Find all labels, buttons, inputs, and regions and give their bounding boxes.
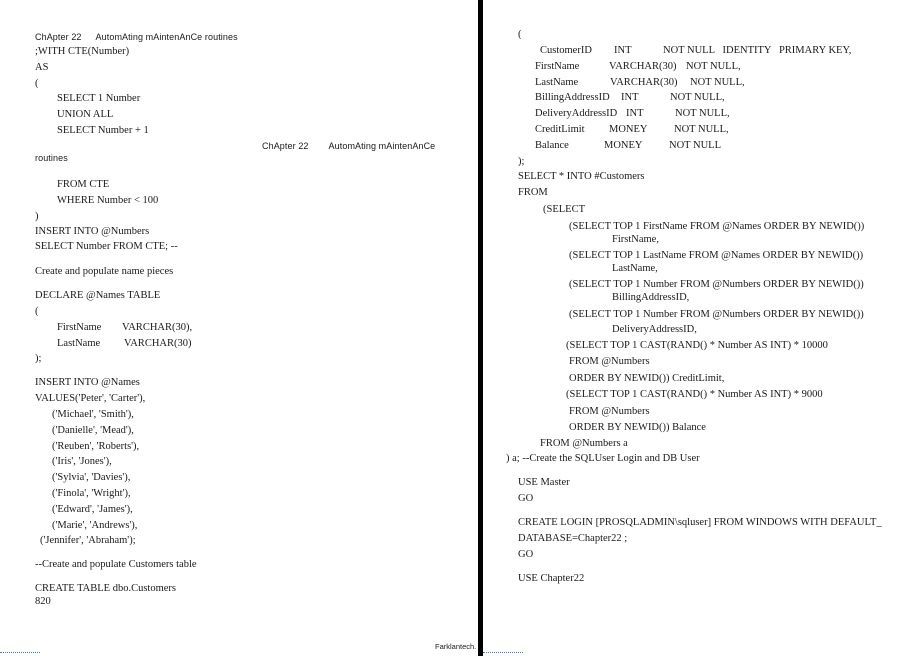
code-line: DECLARE @Names TABLE: [35, 290, 161, 301]
code-line: FROM @Numbers a: [540, 438, 628, 449]
column-type: MONEY: [604, 140, 643, 151]
code-line: );: [518, 156, 525, 167]
code-line: UNION ALL: [57, 109, 114, 120]
subquery-alias: FirstName,: [612, 234, 659, 245]
name-value: ('Edward', 'James'),: [52, 504, 133, 515]
name-value: ('Michael', 'Smith'),: [52, 409, 134, 420]
code-line: AS: [35, 62, 49, 73]
code-line: SELECT * INTO #Customers: [518, 171, 645, 182]
name-value: ('Marie', 'Andrews'),: [52, 520, 138, 531]
code-line: SELECT Number FROM CTE; --: [35, 241, 178, 252]
code-line: CREATE LOGIN [PROSQLADMIN\sqluser] FROM WINDOWS WITH DEFAULT_: [518, 517, 882, 528]
column-type: MONEY: [609, 124, 648, 135]
code-line: INSERT INTO @Numbers: [35, 226, 150, 237]
column-name: LastName: [535, 77, 579, 88]
code-line: FROM: [518, 187, 548, 198]
code-line: ) a; --Create the SQLUser Login and DB User: [506, 453, 700, 464]
page-number: 820: [35, 596, 51, 607]
subquery-alias: LastName,: [612, 263, 658, 274]
subquery: (SELECT TOP 1 Number FROM @Numbers ORDER BY NEWID()): [569, 279, 864, 290]
mid-running-head-chapter: ChApter 22: [262, 141, 309, 151]
code-line: ORDER BY NEWID()) Balance: [569, 422, 706, 433]
name-value: ('Sylvia', 'Davies'),: [52, 472, 131, 483]
code-line: FROM @Numbers: [569, 406, 650, 417]
column-name: LastName: [57, 338, 101, 349]
code-line: SELECT Number + 1: [57, 125, 149, 136]
code-line: VALUES('Peter', 'Carter'),: [35, 393, 146, 404]
code-line: USE Master: [518, 477, 570, 488]
code-line: (: [35, 306, 39, 317]
name-value: ('Finola', 'Wright'),: [52, 488, 131, 499]
subquery: (SELECT TOP 1 FirstName FROM @Names ORDER BY NEWID()): [569, 221, 865, 232]
right-page: [483, 0, 918, 656]
column-constraint: NOT NULL,: [686, 61, 741, 72]
name-value: ('Danielle', 'Mead'),: [52, 425, 134, 436]
subquery: (SELECT TOP 1 Number FROM @Numbers ORDER BY NEWID()): [569, 309, 864, 320]
code-line: ): [35, 211, 39, 222]
column-name: DeliveryAddressID: [535, 108, 618, 119]
code-comment: --Create and populate Customers table: [35, 559, 197, 570]
column-name: CustomerID: [540, 45, 592, 56]
column-name: FirstName: [535, 61, 580, 72]
column-constraint: NOT NULL IDENTITY PRIMARY KEY,: [663, 45, 852, 56]
code-line: FROM @Numbers: [569, 356, 650, 367]
column-type: VARCHAR(30): [610, 77, 678, 88]
code-line: GO: [518, 549, 534, 560]
mid-running-head: [262, 140, 435, 153]
subquery: (SELECT TOP 1 LastName FROM @Names ORDER BY NEWID()): [569, 250, 864, 261]
running-head: [35, 31, 238, 44]
code-line: USE Chapter22: [518, 573, 585, 584]
code-line: ;WITH CTE(Number): [35, 46, 130, 57]
column-name: BillingAddressID: [535, 92, 610, 103]
code-line: (SELECT: [543, 204, 585, 215]
subquery-alias: DeliveryAddressID,: [612, 324, 697, 335]
column-constraint: NOT NULL,: [675, 108, 730, 119]
mid-running-head-title: AutomAting mAintenAnCe: [328, 141, 436, 151]
code-line: DATABASE=Chapter22 ;: [518, 533, 628, 544]
column-constraint: NOT NULL,: [674, 124, 729, 135]
code-comment: Create and populate name pieces: [35, 266, 174, 277]
running-head-chapter: ChApter 22: [35, 32, 82, 42]
code-line: (SELECT TOP 1 CAST(RAND() * Number AS INT) * 9000: [566, 389, 823, 400]
code-line: ORDER BY NEWID()) CreditLimit,: [569, 373, 725, 384]
name-value: ('Reuben', 'Roberts'),: [52, 441, 140, 452]
column-type: VARCHAR(30): [124, 338, 192, 349]
footer-dotted-rule: [0, 652, 40, 653]
column-type: VARCHAR(30): [609, 61, 677, 72]
column-type: INT: [626, 108, 644, 119]
column-type: INT: [614, 45, 632, 56]
code-line: FROM CTE: [57, 179, 110, 190]
code-line: (: [518, 29, 522, 40]
column-name: Balance: [535, 140, 569, 151]
footer-dotted-rule: [483, 652, 523, 653]
column-type: INT: [621, 92, 639, 103]
code-line: GO: [518, 493, 534, 504]
column-name: CreditLimit: [535, 124, 585, 135]
name-value: ('Jennifer', 'Abraham');: [40, 535, 136, 546]
code-line: CREATE TABLE dbo.Customers: [35, 583, 177, 594]
code-line: );: [35, 353, 42, 364]
column-constraint: NOT NULL,: [690, 77, 745, 88]
name-value: ('Iris', 'Jones'),: [52, 456, 112, 467]
code-line: (: [35, 78, 39, 89]
subquery-alias: BillingAddressID,: [612, 292, 690, 303]
column-type: VARCHAR(30),: [122, 322, 193, 333]
code-line: INSERT INTO @Names: [35, 377, 140, 388]
footer-credit: Farklantech.: [435, 642, 477, 651]
running-head-title: AutomAting mAintenAnCe routines: [95, 32, 238, 42]
mid-running-head-continuation: routines: [35, 153, 68, 163]
code-line: SELECT 1 Number: [57, 93, 141, 104]
column-constraint: NOT NULL: [669, 140, 722, 151]
code-line: WHERE Number < 100: [57, 195, 159, 206]
code-line: (SELECT TOP 1 CAST(RAND() * Number AS INT) * 10000: [566, 340, 828, 351]
column-name: FirstName: [57, 322, 102, 333]
column-constraint: NOT NULL,: [670, 92, 725, 103]
